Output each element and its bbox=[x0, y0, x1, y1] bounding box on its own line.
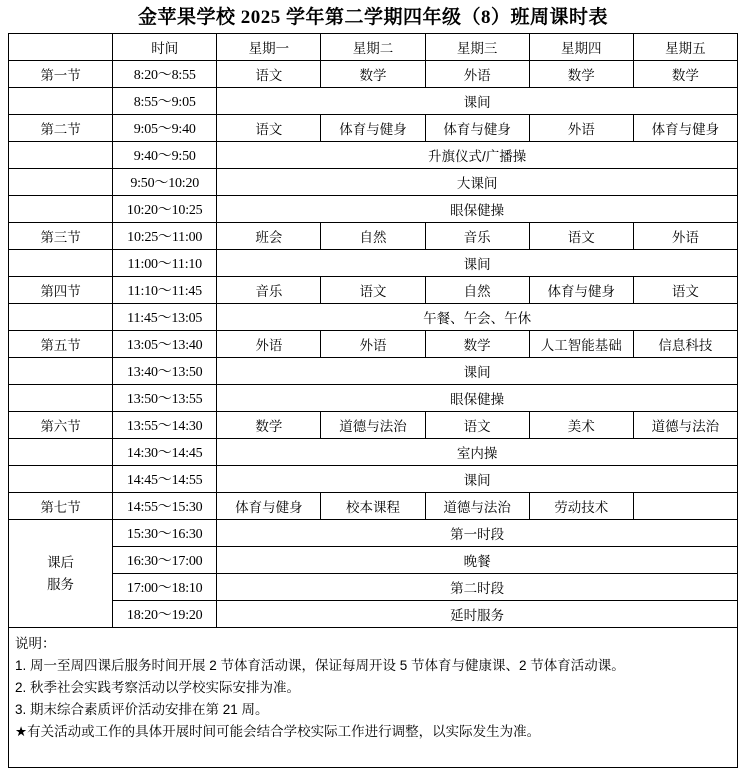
subject-cell: 自然 bbox=[425, 277, 529, 304]
activity-cell: 第一时段 bbox=[217, 520, 738, 547]
time-cell: 11:00～11:10 bbox=[113, 250, 217, 277]
activity-cell: 延时服务 bbox=[217, 601, 738, 628]
activity-cell: 课间 bbox=[217, 466, 738, 493]
time-cell: 16:30～17:00 bbox=[113, 547, 217, 574]
period-cell bbox=[9, 88, 113, 115]
subject-cell: 数学 bbox=[425, 331, 529, 358]
table-row bbox=[9, 196, 738, 223]
time-cell: 8:20～8:55 bbox=[113, 61, 217, 88]
activity-cell: 室内操 bbox=[217, 439, 738, 466]
subject-cell: 道德与法治 bbox=[321, 412, 425, 439]
header-period bbox=[9, 34, 113, 61]
note-line: 1. 周一至周四课后服务时间开展 2 节体育活动课，保证每周开设 5 节体育与健康课、2 节体育活动课。 bbox=[15, 658, 625, 673]
time-cell: 9:40～9:50 bbox=[113, 142, 217, 169]
subject-cell: 劳动技术 bbox=[529, 493, 633, 520]
time-cell: 17:00～18:10 bbox=[113, 574, 217, 601]
subject-cell: 数学 bbox=[217, 412, 321, 439]
header-time: 时间 bbox=[113, 34, 217, 61]
time-cell: 14:45～14:55 bbox=[113, 466, 217, 493]
table-row bbox=[9, 439, 738, 466]
activity-cell: 第二时段 bbox=[217, 574, 738, 601]
activity-cell: 升旗仪式/广播操 bbox=[217, 142, 738, 169]
table-row bbox=[9, 169, 738, 196]
period-cell bbox=[9, 466, 113, 493]
time-cell: 11:45～13:05 bbox=[113, 304, 217, 331]
page-title: 金苹果学校 2025 学年第二学期四年级（8）班周课时表 bbox=[137, 7, 608, 28]
time-cell: 13:05～13:40 bbox=[113, 331, 217, 358]
header-tuesday: 星期二 bbox=[321, 34, 425, 61]
time-cell: 15:30～16:30 bbox=[113, 520, 217, 547]
subject-cell: 信息科技 bbox=[633, 331, 737, 358]
period-cell: 第一节 bbox=[9, 61, 113, 88]
subject-cell: 班会 bbox=[217, 223, 321, 250]
notes-section bbox=[8, 628, 738, 768]
after-school-label bbox=[9, 520, 113, 628]
period-cell bbox=[9, 385, 113, 412]
subject-cell: 数学 bbox=[529, 61, 633, 88]
subject-cell: 体育与健身 bbox=[529, 277, 633, 304]
time-cell: 13:50～13:55 bbox=[113, 385, 217, 412]
activity-cell: 午餐、午会、午休 bbox=[217, 304, 738, 331]
table-row bbox=[9, 331, 738, 358]
subject-cell: 外语 bbox=[321, 331, 425, 358]
notes-heading: 说明： bbox=[15, 636, 56, 651]
subject-cell: 外语 bbox=[217, 331, 321, 358]
time-cell: 10:25～11:00 bbox=[113, 223, 217, 250]
subject-cell: 语文 bbox=[321, 277, 425, 304]
subject-cell: 美术 bbox=[529, 412, 633, 439]
subject-cell: 外语 bbox=[633, 223, 737, 250]
table-row bbox=[9, 223, 738, 250]
time-cell: 11:10～11:45 bbox=[113, 277, 217, 304]
table-row bbox=[9, 277, 738, 304]
table-row bbox=[9, 142, 738, 169]
subject-cell: 体育与健身 bbox=[217, 493, 321, 520]
subject-cell: 人工智能基础 bbox=[529, 331, 633, 358]
period-cell: 第五节 bbox=[9, 331, 113, 358]
after-school-label-line2: 服务 bbox=[47, 576, 75, 592]
period-cell bbox=[9, 250, 113, 277]
note-line: 2. 秋季社会实践考察活动以学校实际安排为准。 bbox=[15, 680, 301, 695]
period-cell bbox=[9, 439, 113, 466]
subject-cell: 体育与健身 bbox=[321, 115, 425, 142]
table-row bbox=[9, 115, 738, 142]
table-row bbox=[9, 385, 738, 412]
subject-cell: 数学 bbox=[321, 61, 425, 88]
note-line: 3. 期末综合素质评价活动安排在第 21 周。 bbox=[15, 702, 269, 717]
time-cell: 18:20～19:20 bbox=[113, 601, 217, 628]
subject-cell: 音乐 bbox=[425, 223, 529, 250]
activity-cell: 课间 bbox=[217, 358, 738, 385]
time-cell: 14:55～15:30 bbox=[113, 493, 217, 520]
period-cell bbox=[9, 196, 113, 223]
header-monday: 星期一 bbox=[217, 34, 321, 61]
period-cell: 第四节 bbox=[9, 277, 113, 304]
activity-cell: 大课间 bbox=[217, 169, 738, 196]
subject-cell: 数学 bbox=[633, 61, 737, 88]
period-cell bbox=[9, 304, 113, 331]
weekly-schedule-table bbox=[8, 33, 738, 628]
subject-cell: 道德与法治 bbox=[633, 412, 737, 439]
time-cell: 13:40～13:50 bbox=[113, 358, 217, 385]
after-school-row bbox=[9, 520, 738, 547]
time-cell: 9:05～9:40 bbox=[113, 115, 217, 142]
table-row bbox=[9, 466, 738, 493]
table-row bbox=[9, 358, 738, 385]
activity-cell: 眼保健操 bbox=[217, 196, 738, 223]
table-row bbox=[9, 250, 738, 277]
subject-cell: 道德与法治 bbox=[425, 493, 529, 520]
period-cell: 第六节 bbox=[9, 412, 113, 439]
subject-cell: 语文 bbox=[217, 115, 321, 142]
time-cell: 9:50～10:20 bbox=[113, 169, 217, 196]
time-cell: 10:20～10:25 bbox=[113, 196, 217, 223]
header-wednesday: 星期三 bbox=[425, 34, 529, 61]
subject-cell: 体育与健身 bbox=[425, 115, 529, 142]
period-cell bbox=[9, 142, 113, 169]
table-row bbox=[9, 88, 738, 115]
table-header bbox=[9, 34, 738, 61]
subject-cell bbox=[633, 493, 737, 520]
subject-cell: 校本课程 bbox=[321, 493, 425, 520]
note-line: ★有关活动或工作的具体开展时间可能会结合学校实际工作进行调整，以实际发生为准。 bbox=[15, 724, 541, 739]
period-cell: 第二节 bbox=[9, 115, 113, 142]
subject-cell: 语文 bbox=[633, 277, 737, 304]
activity-cell: 晚餐 bbox=[217, 547, 738, 574]
table-row bbox=[9, 493, 738, 520]
table-header-row bbox=[9, 34, 738, 61]
activity-cell: 课间 bbox=[217, 250, 738, 277]
activity-cell: 课间 bbox=[217, 88, 738, 115]
subject-cell: 外语 bbox=[425, 61, 529, 88]
subject-cell: 语文 bbox=[529, 223, 633, 250]
header-thursday: 星期四 bbox=[529, 34, 633, 61]
subject-cell: 体育与健身 bbox=[633, 115, 737, 142]
table-body bbox=[9, 61, 738, 628]
after-school-row bbox=[9, 601, 738, 628]
subject-cell: 语文 bbox=[425, 412, 529, 439]
subject-cell: 自然 bbox=[321, 223, 425, 250]
table-row bbox=[9, 61, 738, 88]
time-cell: 13:55～14:30 bbox=[113, 412, 217, 439]
time-cell: 8:55～9:05 bbox=[113, 88, 217, 115]
period-cell bbox=[9, 169, 113, 196]
header-friday: 星期五 bbox=[633, 34, 737, 61]
period-cell: 第三节 bbox=[9, 223, 113, 250]
subject-cell: 外语 bbox=[529, 115, 633, 142]
subject-cell: 音乐 bbox=[217, 277, 321, 304]
subject-cell: 语文 bbox=[217, 61, 321, 88]
table-row bbox=[9, 412, 738, 439]
after-school-row bbox=[9, 574, 738, 601]
after-school-row bbox=[9, 547, 738, 574]
period-cell bbox=[9, 358, 113, 385]
table-row bbox=[9, 304, 738, 331]
time-cell: 14:30～14:45 bbox=[113, 439, 217, 466]
after-school-label-line1: 课后 bbox=[47, 554, 75, 570]
period-cell: 第七节 bbox=[9, 493, 113, 520]
activity-cell: 眼保健操 bbox=[217, 385, 738, 412]
